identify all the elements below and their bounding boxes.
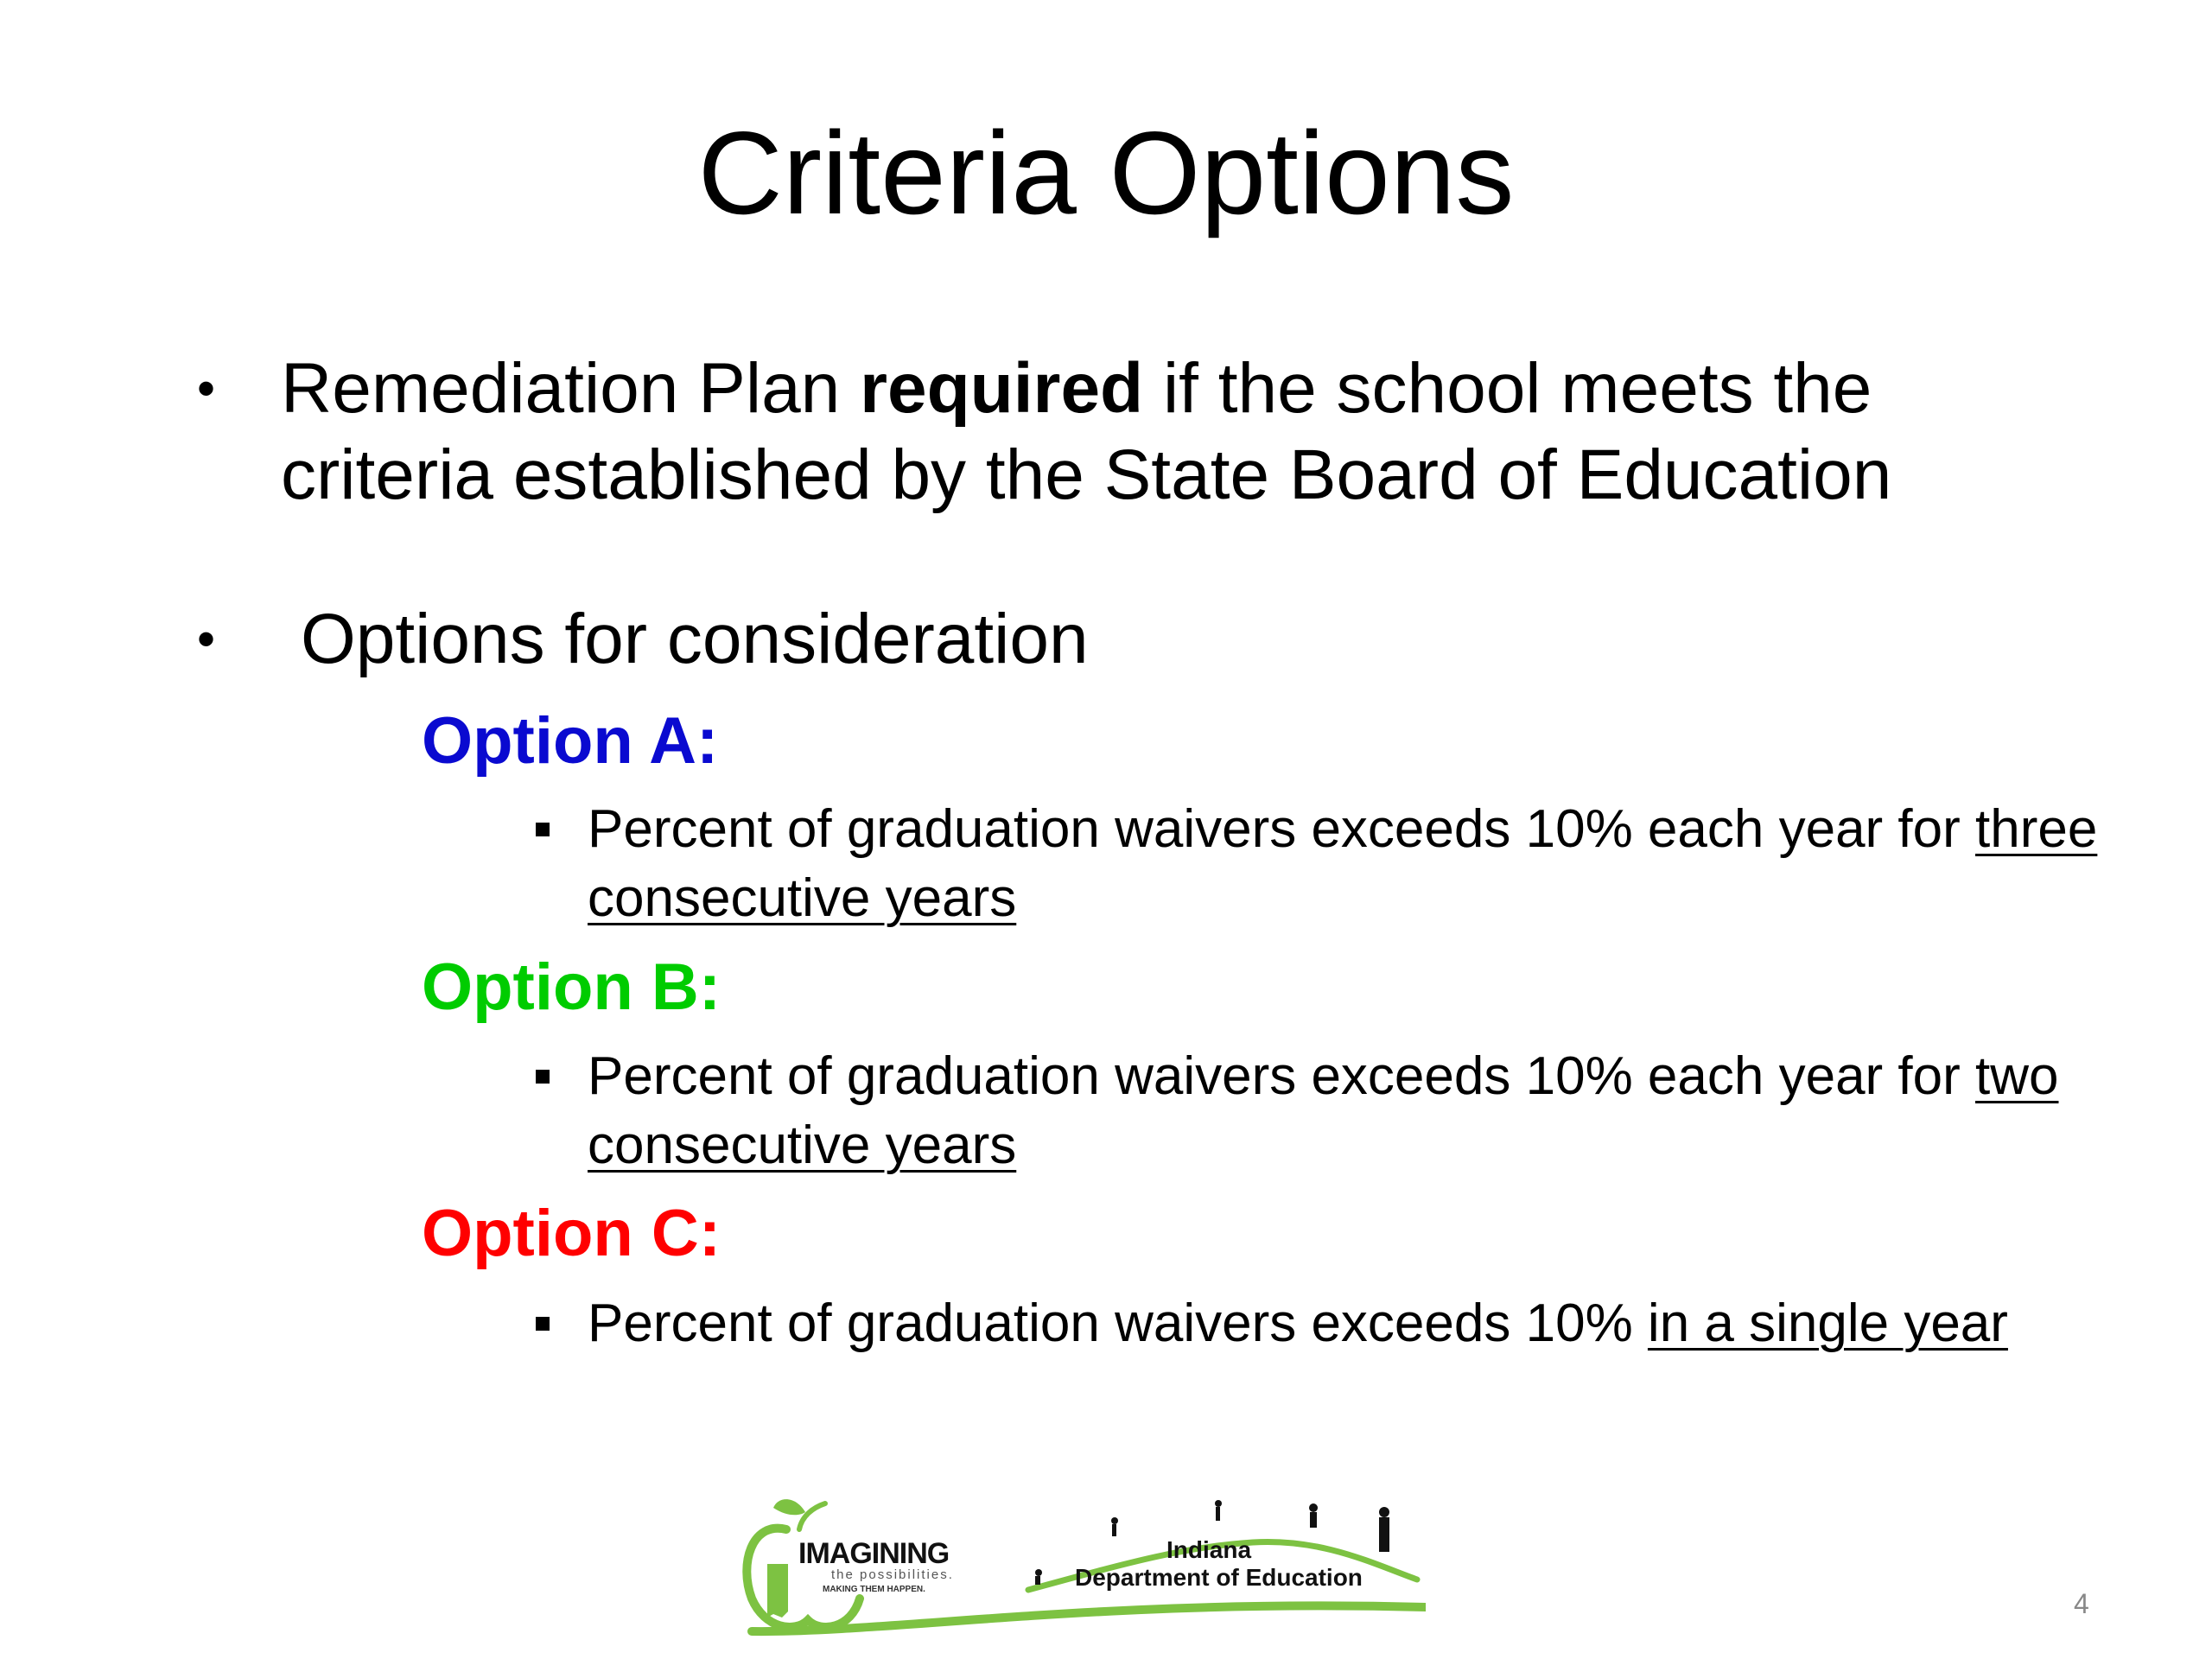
slide-title: Criteria Options xyxy=(697,107,1515,238)
option-c-underlined: in a single year xyxy=(1647,1294,2008,1353)
logo-subtagline: MAKING THEM HAPPEN. xyxy=(823,1585,925,1594)
indiana-doe-logo xyxy=(734,1469,1426,1642)
bullet-text-start: Remediation Plan xyxy=(281,349,861,428)
option-a-text xyxy=(588,795,2108,933)
bullet-options: Options for consideration xyxy=(301,600,1089,678)
option-b-description: Percent of graduation waivers exceeds 10% each year for xyxy=(588,1046,1976,1106)
square-bullet-icon xyxy=(536,1070,550,1084)
indiana-state-icon xyxy=(767,1564,788,1618)
square-bullet-icon xyxy=(536,823,550,836)
bullet-text-end: if the school meets the criteria established by the State Board of Education xyxy=(281,349,1892,514)
bullet-marker: • xyxy=(197,359,216,417)
option-a-heading: Option A: xyxy=(422,704,719,778)
bullet-remediation xyxy=(281,346,2095,518)
square-bullet-icon xyxy=(536,1317,550,1331)
option-b-heading: Option B: xyxy=(422,950,721,1024)
bullet-bold-word: required xyxy=(860,349,1144,428)
logo-org-line1: Indiana xyxy=(1166,1536,1252,1563)
option-a-underlined: three consecutive years xyxy=(588,799,2098,928)
option-a-description: Percent of graduation waivers exceeds 10% each year for xyxy=(588,799,1976,859)
option-c-text xyxy=(588,1289,2108,1358)
logo-org-line2: Department of Education xyxy=(1075,1564,1363,1591)
option-c-description: Percent of graduation waivers exceeds 10% xyxy=(588,1294,1648,1353)
option-b-text xyxy=(588,1042,2108,1180)
option-b-underlined: two consecutive years xyxy=(588,1046,2059,1175)
page-number: 4 xyxy=(2074,1588,2089,1619)
logo-imagining-text: IMAGINING xyxy=(798,1537,950,1570)
bullet-marker: • xyxy=(197,610,216,668)
option-c-heading: Option C: xyxy=(422,1197,721,1270)
logo-tagline: the possibilities. xyxy=(831,1567,954,1582)
